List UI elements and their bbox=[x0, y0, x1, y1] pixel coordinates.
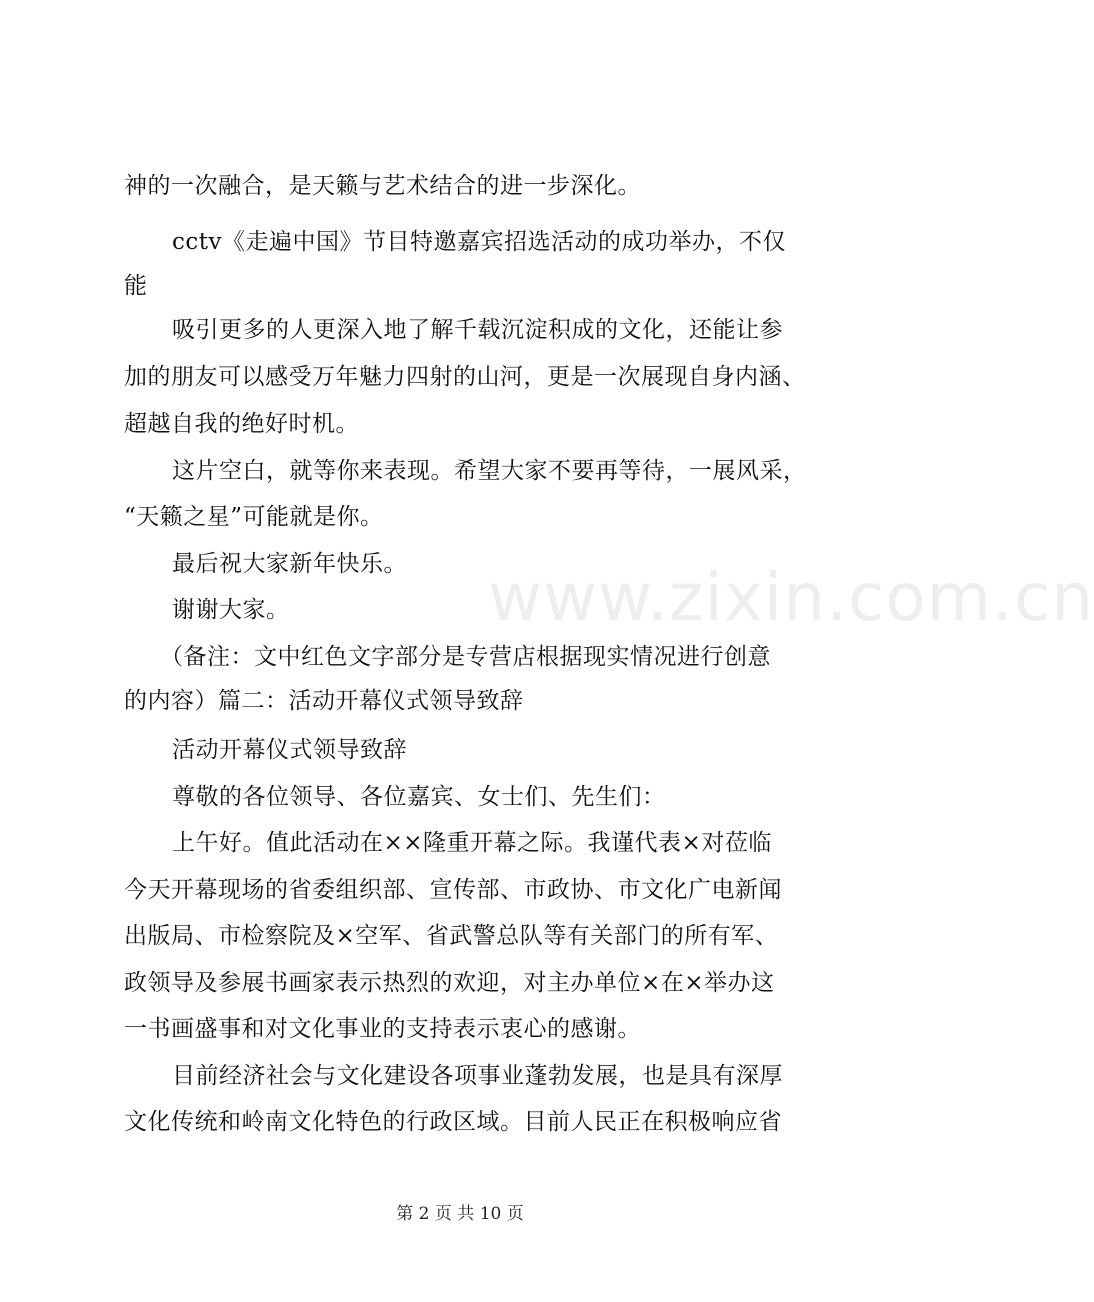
text-line-5: 加的朋友可以感受万年魅力四射的山河，更是一次展现自身内涵、 bbox=[124, 364, 806, 390]
text-line-10: 谢谢大家。 bbox=[172, 597, 290, 623]
text-line-7: 这片空白，就等你来表现。希望大家不要再等待，一展风采， bbox=[172, 458, 807, 484]
text-line-18: 政领导及参展书画家表示热烈的欢迎，对主办单位×在×举办这 bbox=[124, 970, 775, 996]
text-line-13: 活动开幕仪式领导致辞 bbox=[172, 737, 407, 763]
watermark: www.zixin.com.cn bbox=[488, 559, 1094, 636]
text-line-8: “天籁之星”可能就是你。 bbox=[124, 504, 384, 530]
text-line-4: 吸引更多的人更深入地了解千载沉淀积成的文化，还能让参 bbox=[172, 317, 783, 343]
text-line-15: 上午好。值此活动在××隆重开幕之际。我谨代表×对莅临 bbox=[172, 830, 772, 856]
text-line-19: 一书画盛事和对文化事业的支持表示衷心的感谢。 bbox=[124, 1016, 641, 1042]
text-line-14: 尊敬的各位领导、各位嘉宾、女士们、先生们： bbox=[172, 784, 666, 810]
text-line-17: 出版局、市检察院及×空军、省武警总队等有关部门的所有军、 bbox=[124, 923, 779, 949]
text-line-6: 超越自我的绝好时机。 bbox=[124, 411, 359, 437]
text-line-9: 最后祝大家新年快乐。 bbox=[172, 551, 407, 577]
text-line-3: 能 bbox=[124, 273, 148, 299]
text-line-12: 的内容）篇二：活动开幕仪式领导致辞 bbox=[124, 688, 524, 714]
text-line-11: （备注：文中红色文字部分是专营店根据现实情况进行创意 bbox=[160, 644, 771, 670]
text-line-16: 今天开幕现场的省委组织部、宣传部、市政协、市文化广电新闻 bbox=[124, 877, 782, 903]
text-line-1: 神的一次融合，是天籁与艺术结合的进一步深化。 bbox=[124, 173, 641, 199]
page-footer: 第 2 页 共 10 页 bbox=[396, 1204, 524, 1224]
text-line-20: 目前经济社会与文化建设各项事业蓬勃发展，也是具有深厚 bbox=[172, 1063, 783, 1089]
text-line-21: 文化传统和岭南文化特色的行政区域。目前人民正在积极响应省 bbox=[124, 1109, 782, 1135]
text-line-2: cctv《走遍中国》节目特邀嘉宾招选活动的成功举办，不仅 bbox=[172, 229, 786, 255]
